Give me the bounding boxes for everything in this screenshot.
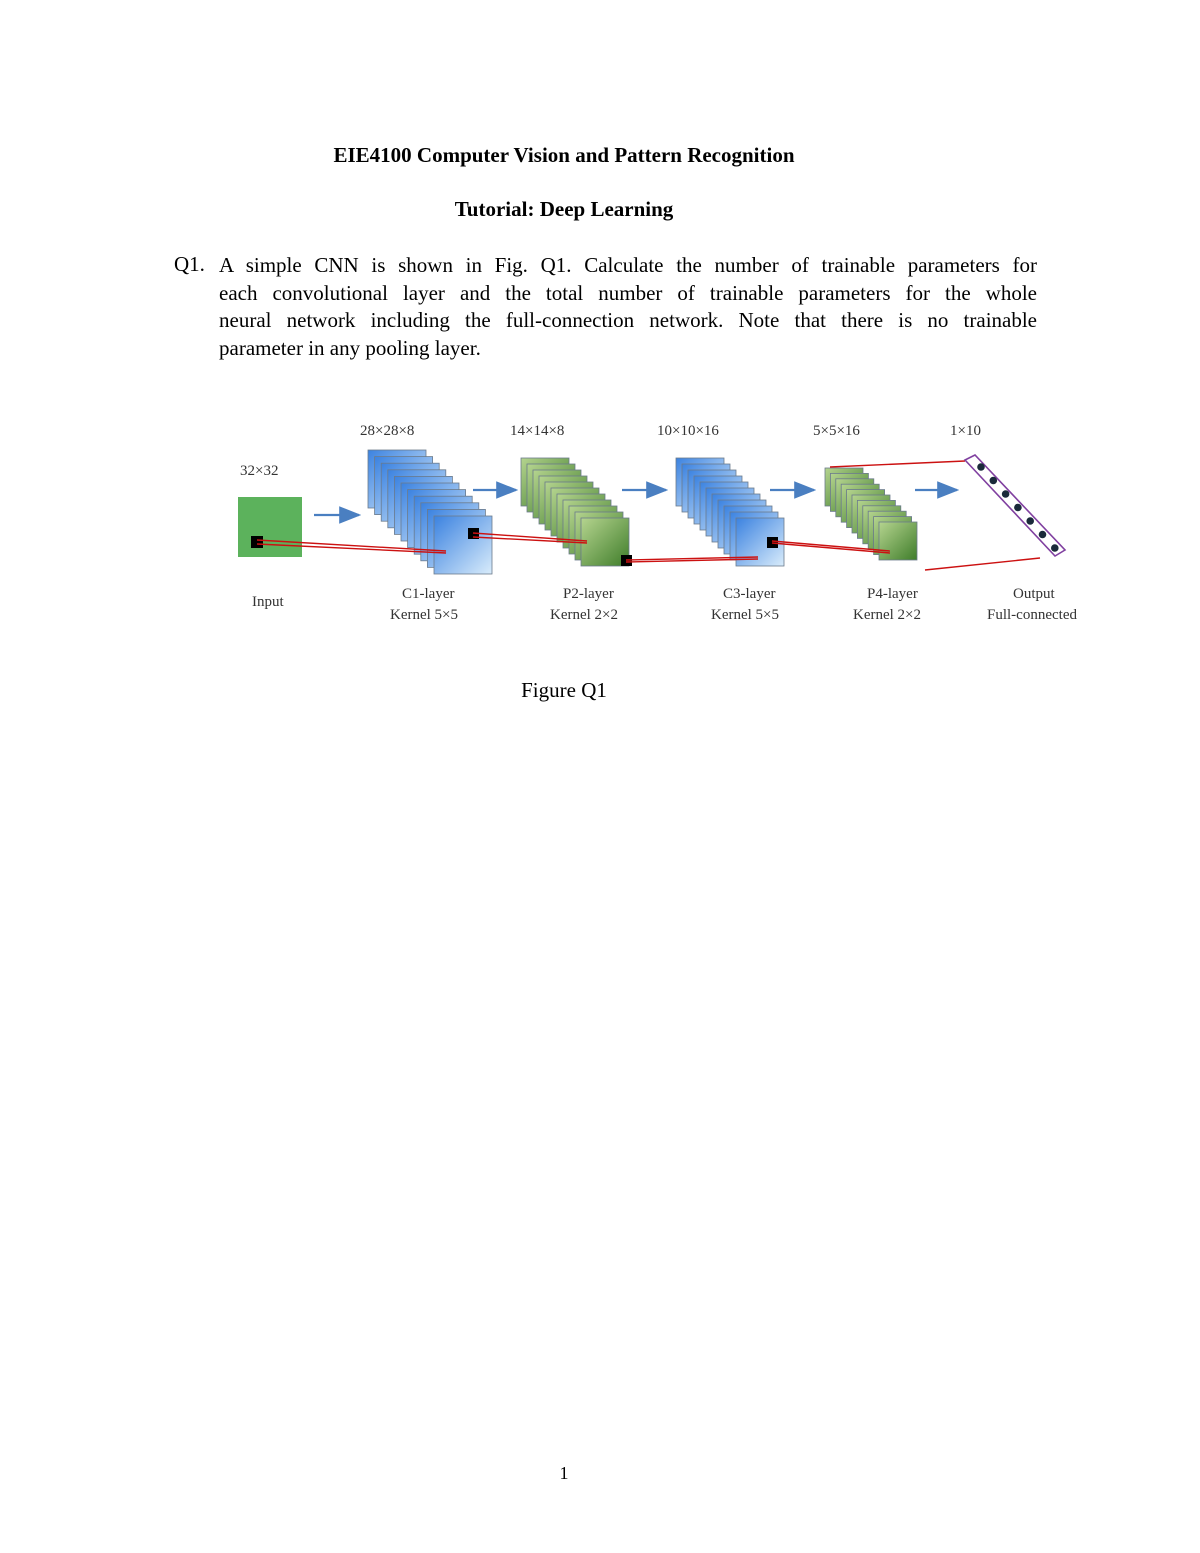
question-line: neural network including the full-connection network. Note that there is no trainable	[219, 308, 1037, 333]
question-line: each convolutional layer and the total number of trainable parameters for the whole	[219, 280, 1037, 305]
question-line: parameter in any pooling layer.	[219, 336, 481, 361]
output-node	[977, 463, 985, 471]
input-map	[238, 497, 302, 557]
output-size-label: 1×10	[950, 423, 981, 439]
input-label: Input	[252, 594, 284, 610]
output-kernel-label: Full-connected	[987, 607, 1077, 623]
cnn-diagram	[230, 410, 1110, 640]
output-node	[1014, 504, 1022, 512]
p4-size-label: 5×5×16	[813, 423, 860, 439]
p4-feature-map	[879, 522, 917, 560]
c1-feature-map	[434, 516, 492, 574]
c1-kernel-label: Kernel 5×5	[390, 607, 459, 623]
figure-caption: Figure Q1	[521, 678, 607, 702]
c1-feature-maps	[368, 450, 492, 574]
output-nodes	[977, 463, 1058, 552]
c3-name-label: C3-layer	[723, 586, 776, 602]
output-node	[1039, 531, 1047, 539]
output-node	[990, 477, 998, 485]
document-subtitle: Tutorial: Deep Learning	[454, 197, 674, 221]
p2-kernel-label: Kernel 2×2	[550, 607, 619, 623]
question-line: A simple CNN is shown in Fig. Q1. Calculate the number of trainable parameters for	[219, 253, 1037, 277]
c3-size-label: 10×10×16	[657, 423, 719, 439]
input-size-label: 32×32	[240, 463, 279, 479]
p2-name-label: P2-layer	[563, 586, 614, 602]
p2-size-label: 14×14×8	[510, 423, 565, 439]
output-node	[1002, 490, 1010, 498]
input-kernel-marker	[251, 536, 263, 548]
c3-kernel-label: Kernel 5×5	[711, 607, 780, 623]
output-node	[1026, 517, 1034, 525]
output-name-label: Output	[1013, 586, 1055, 602]
p4-kernel-label: Kernel 2×2	[853, 607, 922, 623]
page-number: 1	[559, 1463, 569, 1483]
c1-size-label: 28×28×8	[360, 423, 415, 439]
output-vector	[965, 455, 1065, 556]
p4-name-label: P4-layer	[867, 586, 918, 602]
output-node	[1051, 544, 1059, 552]
question-number: Q1.	[174, 252, 205, 276]
c1-name-label: C1-layer	[402, 586, 455, 602]
c3-feature-maps	[676, 458, 784, 566]
p2-feature-maps	[521, 458, 629, 566]
document-title: EIE4100 Computer Vision and Pattern Recognition	[333, 143, 795, 167]
question-text	[219, 252, 1037, 363]
